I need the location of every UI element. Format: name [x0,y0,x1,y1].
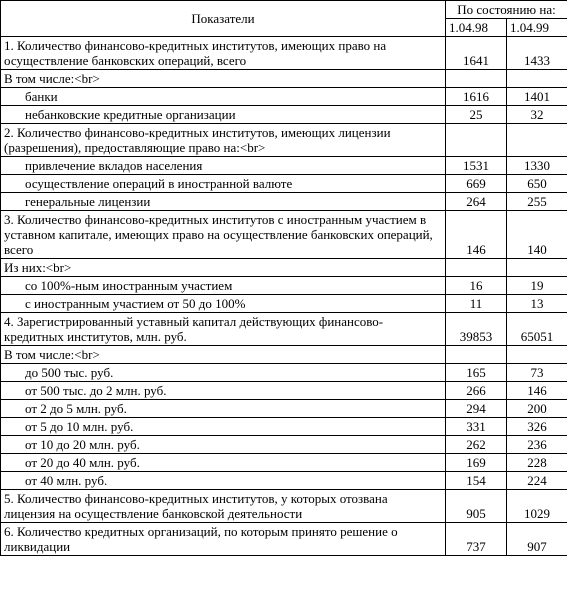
indicators-header: Показатели [1,1,446,37]
header-row [1,1,567,19]
indicator-label: от 2 до 5 млн. руб. [1,400,446,418]
indicator-label: до 500 тыс. руб. [1,364,446,382]
table-body [1,37,567,556]
table-row [1,70,567,88]
value-1998 [446,124,507,157]
table-row [1,37,567,70]
table-row [1,313,567,346]
indicator-label: генеральные лицензии [1,193,446,211]
table-row [1,523,567,556]
table-row [1,106,567,124]
value-1999: 228 [507,454,567,472]
value-1998: 146 [446,211,507,259]
value-1998 [446,346,507,364]
as-of-header: По состоянию на: [446,1,567,19]
indicator-label: В том числе:<br> [1,346,446,364]
value-1999 [507,259,567,277]
indicator-label: небанковские кредитные организации [1,106,446,124]
value-1998 [446,259,507,277]
table-row [1,88,567,106]
value-1999 [507,124,567,157]
value-1998: 1531 [446,157,507,175]
value-1998: 331 [446,418,507,436]
value-1998: 669 [446,175,507,193]
value-1999: 146 [507,382,567,400]
value-1998: 165 [446,364,507,382]
indicator-label: со 100%-ным иностранным участием [1,277,446,295]
value-1998: 16 [446,277,507,295]
date-1999-header: 1.04.99 [507,19,567,37]
value-1998: 1641 [446,37,507,70]
value-1999 [507,70,567,88]
table-row [1,436,567,454]
value-1998: 25 [446,106,507,124]
table-row [1,157,567,175]
value-1999: 73 [507,364,567,382]
value-1999: 13 [507,295,567,313]
indicator-label: 4. Зарегистрированный уставный капитал действующих финансово-кредитных институтов, млн. руб. [1,313,446,346]
value-1998 [446,70,507,88]
table-row [1,490,567,523]
value-1998: 262 [446,436,507,454]
table-row [1,454,567,472]
indicator-label: 2. Количество финансово-кредитных институтов, имеющих лицензии (разрешения), предоставляющие право на:<br> [1,124,446,157]
value-1998: 905 [446,490,507,523]
indicator-label: В том числе:<br> [1,70,446,88]
indicator-label: от 40 млн. руб. [1,472,446,490]
indicator-label: банки [1,88,446,106]
table-row [1,295,567,313]
table-row [1,418,567,436]
value-1999: 200 [507,400,567,418]
value-1998: 264 [446,193,507,211]
value-1999: 1029 [507,490,567,523]
value-1998: 266 [446,382,507,400]
value-1999: 32 [507,106,567,124]
indicator-label: от 10 до 20 млн. руб. [1,436,446,454]
value-1999: 326 [507,418,567,436]
value-1998: 1616 [446,88,507,106]
value-1999 [507,346,567,364]
table-row [1,211,567,259]
value-1999: 19 [507,277,567,295]
indicator-label: привлечение вкладов населения [1,157,446,175]
table-row [1,346,567,364]
indicator-label: Из них:<br> [1,259,446,277]
value-1998: 294 [446,400,507,418]
value-1999: 236 [507,436,567,454]
table-row [1,364,567,382]
date-1998-header: 1.04.98 [446,19,507,37]
indicator-label: от 5 до 10 млн. руб. [1,418,446,436]
indicator-label: 3. Количество финансово-кредитных институтов с иностранным участием в уставном капитале, имеющих право на осуществление банковских операций, всего [1,211,446,259]
value-1998: 39853 [446,313,507,346]
indicator-label: 1. Количество финансово-кредитных институтов, имеющих право на осуществление банковских операций, всего [1,37,446,70]
table-row [1,193,567,211]
indicator-label: 5. Количество финансово-кредитных институтов, у которых отозвана лицензия на осуществление банковской деятельности [1,490,446,523]
indicator-label: от 20 до 40 млн. руб. [1,454,446,472]
value-1999: 224 [507,472,567,490]
value-1998: 169 [446,454,507,472]
indicator-label: 6. Количество кредитных организаций, по которым принято решение о ликвидации [1,523,446,556]
table-row [1,259,567,277]
table-row [1,382,567,400]
value-1998: 11 [446,295,507,313]
table-row [1,400,567,418]
value-1999: 255 [507,193,567,211]
value-1999: 1401 [507,88,567,106]
value-1999: 650 [507,175,567,193]
table-row [1,124,567,157]
value-1999: 140 [507,211,567,259]
value-1999: 907 [507,523,567,556]
indicator-label: осуществление операций в иностранной валюте [1,175,446,193]
value-1998: 154 [446,472,507,490]
value-1998: 737 [446,523,507,556]
table-row [1,472,567,490]
table-row [1,175,567,193]
value-1999: 1433 [507,37,567,70]
table-row [1,277,567,295]
value-1999: 65051 [507,313,567,346]
value-1999: 1330 [507,157,567,175]
indicator-label: от 500 тыс. до 2 млн. руб. [1,382,446,400]
indicator-label: с иностранным участием от 50 до 100% [1,295,446,313]
